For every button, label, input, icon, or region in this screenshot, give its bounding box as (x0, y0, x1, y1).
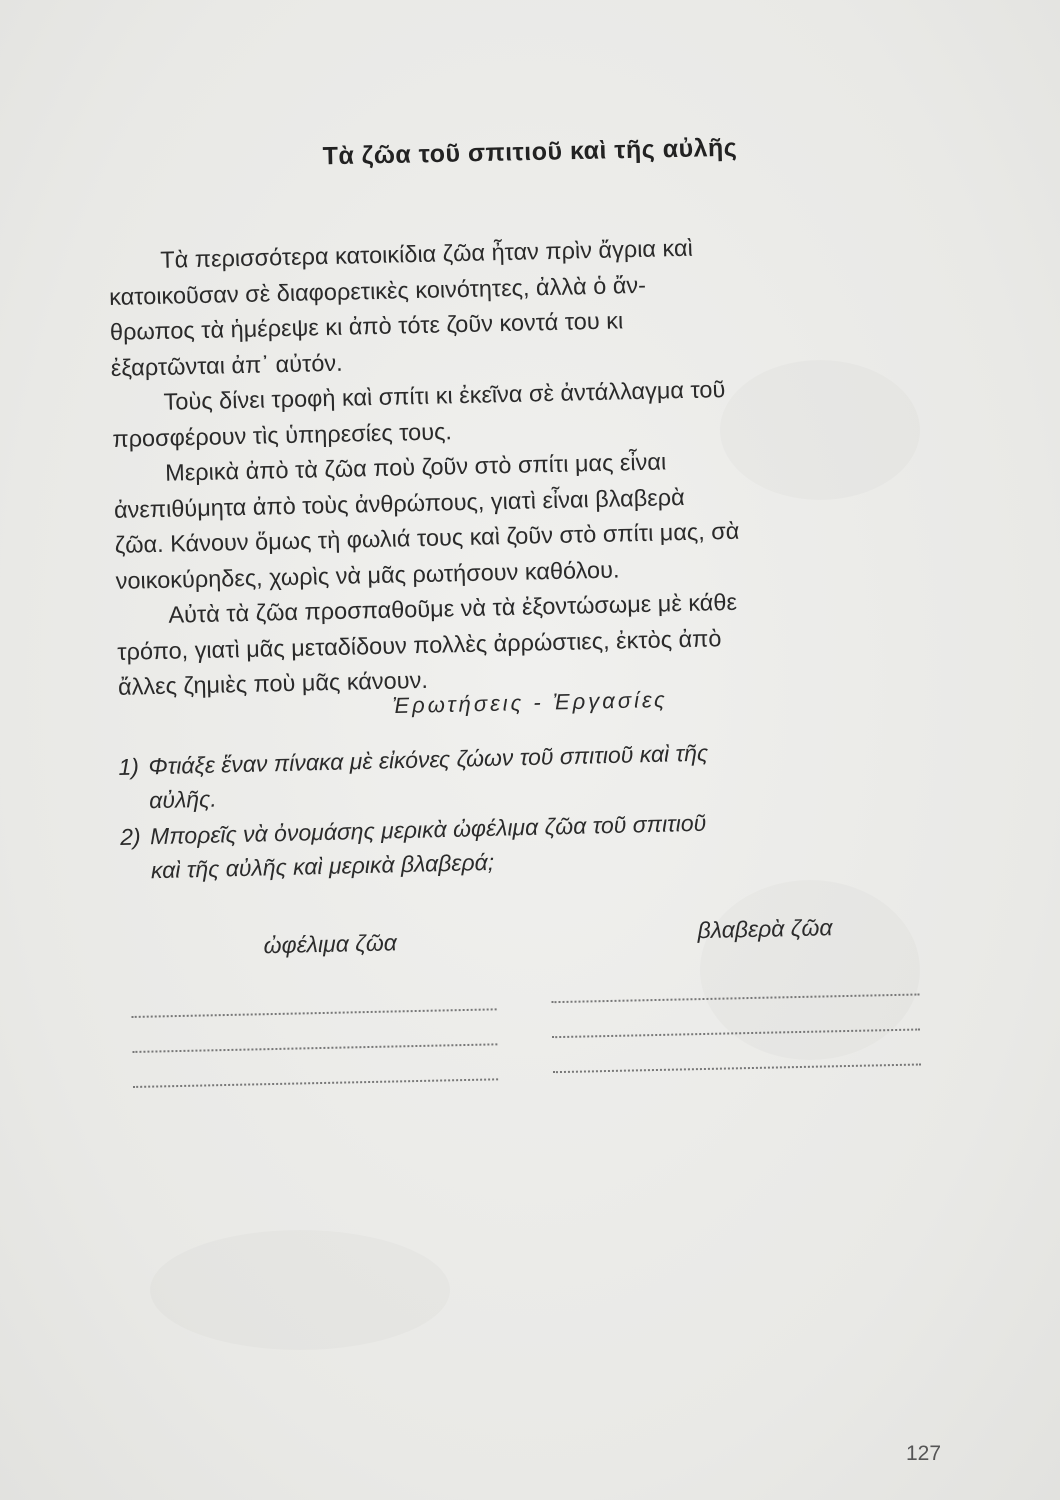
answer-line[interactable] (133, 1075, 498, 1088)
answer-line[interactable] (132, 1005, 497, 1018)
bleed-through-shade (150, 1230, 450, 1350)
paragraph: Τοὺς δίνει τροφὴ καὶ σπίτι κι ἐκεῖνα σὲ ἀντάλλαγμα τοῦ προσφέρουν τὶς ὑπηρεσίες τους. (112, 376, 726, 452)
page-title: Τὰ ζῶα τοῦ σπιτιοῦ καὶ τῆς αὐλῆς (322, 133, 738, 171)
harmful-animals-heading: βλαβερὰ ζῶα (697, 914, 833, 944)
questions-heading: Ἐρωτήσεις - Ἐργασίες (391, 686, 668, 719)
useful-animals-column (130, 927, 503, 1088)
body-text (108, 225, 958, 705)
question-text: Φτιάξε ἕναν πίνακα μὲ εἰκόνες ζώων τοῦ σπιτιοῦ καὶ τῆς αὐλῆς. (148, 739, 709, 814)
answer-line[interactable] (132, 1040, 497, 1053)
answer-columns (130, 914, 934, 1115)
page-number: 127 (906, 1442, 942, 1465)
answer-line[interactable] (552, 1025, 920, 1038)
paragraph: Μερικὰ ἀπὸ τὰ ζῶα ποὺ ζοῦν στὸ σπίτι μας εἶναι ἀνεπιθύμητα ἀπὸ τοὺς ἀνθρώπους, γιατὶ εἶναι βλαβερὰ ζῶα. Κάνουν ὅμως τὴ φωλιά τους καὶ ζοῦν στὸ σπίτι μας, σὰ νοικοκύρηδες, χωρὶς νὰ μᾶς ρωτήσουν καθόλου. (113, 448, 740, 594)
questions-list (118, 729, 961, 889)
question-number: 2) (119, 823, 141, 850)
useful-animals-heading: ὠφέλιμα ζῶα (263, 929, 398, 959)
question-text: Μπορεῖς νὰ ὀνομάσης μερικὰ ὠφέλιμα ζῶα τοῦ σπιτιοῦ καὶ τῆς αὐλῆς καὶ μερικὰ βλαβερά; (149, 809, 707, 884)
answer-line[interactable] (553, 1060, 921, 1073)
harmful-animals-column (550, 912, 923, 1073)
paragraph: Αὐτὰ τὰ ζῶα προσπαθοῦμε νὰ τὰ ἐξοντώσωμε μὲ κάθε τρόπο, γιατὶ μᾶς μεταδίδουν πολλὲς ἀρρώστιες, ἐκτὸς ἀπὸ ἄλλες ζημιὲς ποὺ μᾶς κάνουν. (116, 588, 738, 700)
answer-line[interactable] (551, 990, 919, 1003)
question-number: 1) (118, 753, 140, 780)
paragraph: Τὰ περισσότερα κατοικίδια ζῶα ἦταν πρὶν ἄγρια καὶ κατοικοῦσαν σὲ διαφορετικὲς κοινότητες, ἀλλὰ ὁ ἄν- θρωπος τὰ ἡμέρεψε κι ἀπὸ τότε ζοῦν κοντά του κι ἐξαρτῶνται ἀπ᾽ αὐτόν. (108, 234, 694, 381)
